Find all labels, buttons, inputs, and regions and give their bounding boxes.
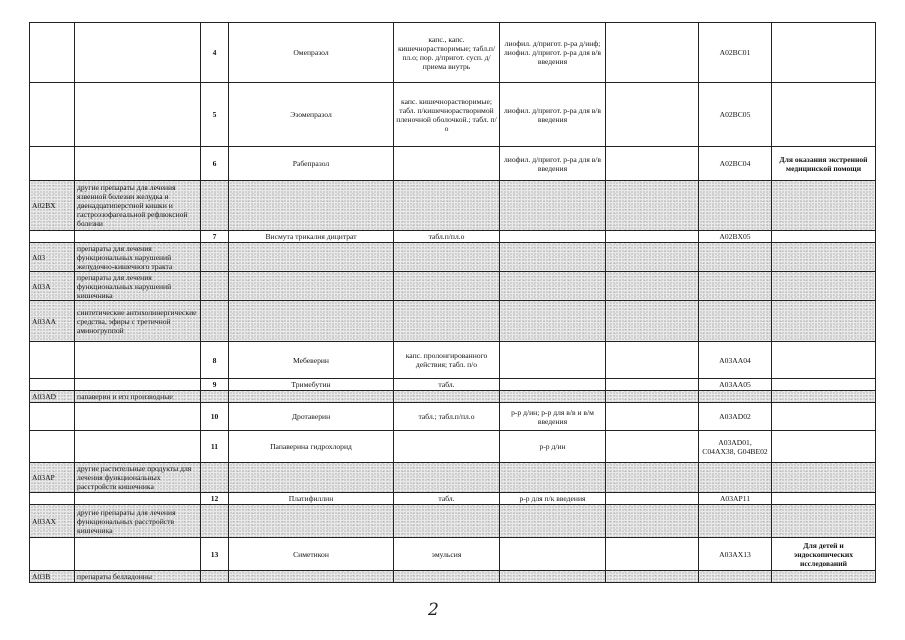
- atc-code: A02BC05: [699, 83, 772, 147]
- atc-group-name: другие растительные продукты для лечения функциональных расстройств кишечника: [75, 463, 201, 493]
- empty-cell: [606, 538, 699, 571]
- dosage-form: [394, 147, 500, 181]
- drug-name: [229, 391, 394, 403]
- row-number: [201, 505, 229, 538]
- table-row: [30, 538, 876, 571]
- table-row: [30, 342, 876, 379]
- atc-group-name: [75, 23, 201, 83]
- atc-code: A03AA04: [699, 342, 772, 379]
- row-number: [201, 243, 229, 272]
- table-row: [30, 391, 876, 403]
- atc-code: A03AP11: [699, 493, 772, 505]
- atc-code: [699, 391, 772, 403]
- injection-form: лиофил. д/пригот. р-ра д/инф; лиофил. д/пригот. р-ра для в/в введения: [500, 23, 606, 83]
- atc-group-code: [30, 493, 75, 505]
- atc-group-code: A03: [30, 243, 75, 272]
- drug-name: [229, 272, 394, 301]
- atc-group-name: [75, 342, 201, 379]
- atc-code: A03AX13: [699, 538, 772, 571]
- drug-name: Мебеверин: [229, 342, 394, 379]
- table-row: [30, 83, 876, 147]
- atc-group-name: [75, 147, 201, 181]
- drug-name: [229, 181, 394, 231]
- dosage-form: [394, 505, 500, 538]
- atc-group-name: синтетические антихолинергические средства, эфиры с третичной аминогруппой: [75, 301, 201, 342]
- injection-form: [500, 505, 606, 538]
- drug-name: [229, 463, 394, 493]
- injection-form: [500, 379, 606, 391]
- atc-group-code: [30, 147, 75, 181]
- empty-cell: [606, 403, 699, 431]
- table-row: [30, 272, 876, 301]
- table-row: [30, 431, 876, 463]
- row-number: 8: [201, 342, 229, 379]
- row-number: [201, 463, 229, 493]
- row-number: 9: [201, 379, 229, 391]
- dosage-form: [394, 181, 500, 231]
- table-row: [30, 181, 876, 231]
- drug-list-table: [29, 22, 876, 583]
- usage-note: [772, 379, 876, 391]
- drug-name: Тримебутин: [229, 379, 394, 391]
- table-row: [30, 23, 876, 83]
- injection-form: [500, 231, 606, 243]
- dosage-form: табл.: [394, 493, 500, 505]
- usage-note: [772, 493, 876, 505]
- dosage-form: [394, 272, 500, 301]
- dosage-form: [394, 571, 500, 583]
- atc-group-code: [30, 403, 75, 431]
- table-row: [30, 147, 876, 181]
- dosage-form: капс., капс. кишечнорастворимые; табл.п/пл.о; пор. д/пригот. сусп. д/приема внутрь: [394, 23, 500, 83]
- dosage-form: капс. пролонгированного действия; табл. п/о: [394, 342, 500, 379]
- atc-code: [699, 243, 772, 272]
- empty-cell: [606, 181, 699, 231]
- document-page: [29, 22, 875, 583]
- usage-note: [772, 243, 876, 272]
- atc-code: A02BC04: [699, 147, 772, 181]
- injection-form: р-р для п/к введения: [500, 493, 606, 505]
- usage-note: Для детей и эндоскопических исследований: [772, 538, 876, 571]
- injection-form: р-р д/ин: [500, 431, 606, 463]
- atc-group-code: [30, 231, 75, 243]
- atc-code: [699, 571, 772, 583]
- atc-group-code: A03AX: [30, 505, 75, 538]
- atc-code: A02BC01: [699, 23, 772, 83]
- dosage-form: [394, 301, 500, 342]
- row-number: [201, 301, 229, 342]
- table-row: [30, 463, 876, 493]
- atc-group-name: [75, 431, 201, 463]
- row-number: 12: [201, 493, 229, 505]
- usage-note: [772, 391, 876, 403]
- atc-group-code: [30, 342, 75, 379]
- page-number: 2: [428, 600, 439, 620]
- atc-group-name: другие препараты для лечения функциональных расстройств кишечника: [75, 505, 201, 538]
- dosage-form: табл.: [394, 379, 500, 391]
- atc-group-code: [30, 431, 75, 463]
- usage-note: [772, 83, 876, 147]
- injection-form: [500, 571, 606, 583]
- injection-form: лиофил. д/пригот. р-ра для в/в введения: [500, 83, 606, 147]
- atc-group-code: A03AD: [30, 391, 75, 403]
- injection-form: [500, 272, 606, 301]
- row-number: 5: [201, 83, 229, 147]
- empty-cell: [606, 243, 699, 272]
- empty-cell: [606, 23, 699, 83]
- atc-code: [699, 463, 772, 493]
- table-row: [30, 505, 876, 538]
- drug-name: Платифиллин: [229, 493, 394, 505]
- atc-group-code: [30, 23, 75, 83]
- table-row: [30, 403, 876, 431]
- empty-cell: [606, 83, 699, 147]
- atc-group-code: [30, 83, 75, 147]
- atc-group-name: [75, 493, 201, 505]
- dosage-form: эмульсия: [394, 538, 500, 571]
- dosage-form: [394, 243, 500, 272]
- row-number: [201, 272, 229, 301]
- atc-group-code: [30, 538, 75, 571]
- atc-group-code: A03B: [30, 571, 75, 583]
- row-number: 11: [201, 431, 229, 463]
- dosage-form: табл.п/пл.о: [394, 231, 500, 243]
- usage-note: [772, 231, 876, 243]
- atc-code: [699, 272, 772, 301]
- usage-note: [772, 23, 876, 83]
- dosage-form: капс. кишечнорастворимые; табл. п/кишечнорастворимой пленочной оболочкой.; табл. п/о: [394, 83, 500, 147]
- table-row: [30, 243, 876, 272]
- injection-form: [500, 391, 606, 403]
- usage-note: [772, 272, 876, 301]
- drug-name: [229, 243, 394, 272]
- empty-cell: [606, 505, 699, 538]
- atc-group-code: A03AP: [30, 463, 75, 493]
- row-number: 7: [201, 231, 229, 243]
- atc-group-name: [75, 538, 201, 571]
- atc-group-name: препараты для лечения функциональных нарушений кишечника: [75, 272, 201, 301]
- injection-form: [500, 342, 606, 379]
- drug-name: Омепразол: [229, 23, 394, 83]
- atc-group-code: A02BX: [30, 181, 75, 231]
- empty-cell: [606, 379, 699, 391]
- injection-form: [500, 301, 606, 342]
- atc-code: A03AD01, C04AX38, G04BE02: [699, 431, 772, 463]
- usage-note: [772, 403, 876, 431]
- empty-cell: [606, 301, 699, 342]
- row-number: [201, 391, 229, 403]
- empty-cell: [606, 571, 699, 583]
- usage-note: [772, 181, 876, 231]
- empty-cell: [606, 391, 699, 403]
- empty-cell: [606, 463, 699, 493]
- atc-group-code: A03AA: [30, 301, 75, 342]
- row-number: 4: [201, 23, 229, 83]
- empty-cell: [606, 493, 699, 505]
- atc-group-name: [75, 379, 201, 391]
- empty-cell: [606, 342, 699, 379]
- drug-name: [229, 301, 394, 342]
- dosage-form: [394, 391, 500, 403]
- drug-name: [229, 571, 394, 583]
- table-row: [30, 231, 876, 243]
- atc-group-name: [75, 231, 201, 243]
- usage-note: [772, 463, 876, 493]
- drug-name: Дротаверин: [229, 403, 394, 431]
- drug-name: [229, 505, 394, 538]
- usage-note: [772, 301, 876, 342]
- drug-name: Висмута трикалия дицитрат: [229, 231, 394, 243]
- atc-code: A03AD02: [699, 403, 772, 431]
- empty-cell: [606, 272, 699, 301]
- atc-group-name: препараты белладонны: [75, 571, 201, 583]
- dosage-form: [394, 431, 500, 463]
- row-number: 13: [201, 538, 229, 571]
- drug-name: Папаверина гидрохлорид: [229, 431, 394, 463]
- empty-cell: [606, 431, 699, 463]
- drug-name: Рабепразол: [229, 147, 394, 181]
- atc-code: [699, 301, 772, 342]
- atc-group-code: [30, 379, 75, 391]
- table-row: [30, 493, 876, 505]
- atc-group-name: препараты для лечения функциональных нарушений желудочно-кишечного тракта: [75, 243, 201, 272]
- drug-name: Симетикон: [229, 538, 394, 571]
- usage-note: [772, 431, 876, 463]
- usage-note: Для оказания экстренной медицинской помощи: [772, 147, 876, 181]
- injection-form: [500, 463, 606, 493]
- atc-group-name: [75, 403, 201, 431]
- row-number: [201, 571, 229, 583]
- injection-form: р-р д/ин; р-р для в/в и в/м введения: [500, 403, 606, 431]
- usage-note: [772, 342, 876, 379]
- atc-group-name: другие препараты для лечения язвенной болезни желудка и двенадцатиперстной кишки и гастроэзофагеальной рефлюксной болезни: [75, 181, 201, 231]
- empty-cell: [606, 147, 699, 181]
- atc-code: [699, 505, 772, 538]
- dosage-form: [394, 463, 500, 493]
- row-number: 6: [201, 147, 229, 181]
- atc-group-code: A03A: [30, 272, 75, 301]
- atc-code: [699, 181, 772, 231]
- drug-name: Эзомепразол: [229, 83, 394, 147]
- injection-form: лиофил. д/пригот. р-ра для в/в введения: [500, 147, 606, 181]
- injection-form: [500, 243, 606, 272]
- row-number: 10: [201, 403, 229, 431]
- dosage-form: табл.; табл.п/пл.о: [394, 403, 500, 431]
- atc-code: A03AA05: [699, 379, 772, 391]
- usage-note: [772, 505, 876, 538]
- atc-group-name: папаверин и его производные: [75, 391, 201, 403]
- table-row: [30, 379, 876, 391]
- atc-code: A02BX05: [699, 231, 772, 243]
- injection-form: [500, 181, 606, 231]
- table-row: [30, 301, 876, 342]
- row-number: [201, 181, 229, 231]
- table-row: [30, 571, 876, 583]
- atc-group-name: [75, 83, 201, 147]
- injection-form: [500, 538, 606, 571]
- usage-note: [772, 571, 876, 583]
- empty-cell: [606, 231, 699, 243]
